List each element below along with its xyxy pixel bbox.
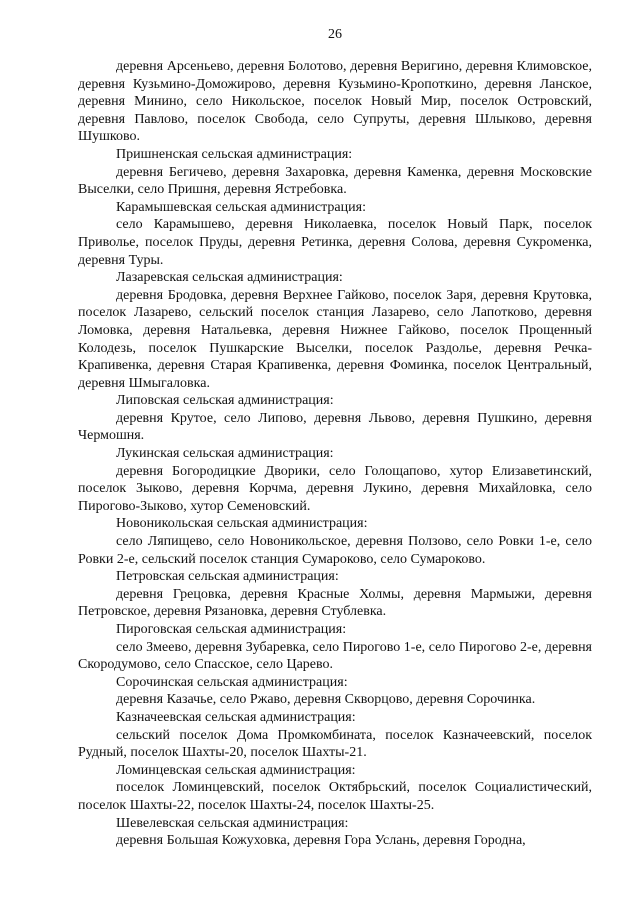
settlements-paragraph: деревня Бегичево, деревня Захаровка, деревня Каменка, деревня Московские Выселки, село Пришня, деревня Ястребовка.	[78, 164, 592, 198]
settlements-paragraph: деревня Бродовка, деревня Верхнее Гайково, поселок Заря, деревня Крутовка, поселок Лазарево, сельский поселок станция Лазарево, село Лапотково, деревня Ломовка, деревня Натальевка, деревня Нижнее Гайково, поселок Прощенный Колодезь, поселок Пушкарские Выселки, поселок Раздолье, деревня Речка-Крапивенка, деревня Старая Крапивенка, деревня Фоминка, поселок Центральный, деревня Шмыгаловка.	[78, 287, 592, 391]
settlements-paragraph: село Ляпищево, село Новоникольское, деревня Ползово, село Ровки 1-е, село Ровки 2-е, сельский поселок станция Сумароково, село Сумароково.	[78, 534, 592, 567]
administration-heading: Карамышевская сельская администрация:	[116, 199, 366, 215]
administration-heading: Лазаревская сельская администрация:	[116, 270, 343, 286]
administration-heading: Пришненская сельская администрация:	[116, 146, 353, 162]
administration-heading: Пироговская сельская администрация:	[116, 622, 347, 637]
settlements-paragraph: поселок Ломинцевский, поселок Октябрьский, поселок Социалистический, поселок Шахты-22, поселок Шахты-24, поселок Шахты-25.	[78, 780, 592, 813]
settlements-paragraph: деревня Грецовка, деревня Красные Холмы, деревня Мармыжи, деревня Петровское, деревня Рязановка, деревня Стублевка.	[78, 586, 592, 620]
settlements-paragraph: село Змеево, деревня Зубаревка, село Пирогово 1-е, село Пирогово 2-е, деревня Скородумово, село Спасское, село Царево.	[78, 639, 592, 673]
settlements-paragraph: деревня Крутое, село Липово, деревня Львово, деревня Пушкино, деревня Чермошня.	[78, 410, 592, 444]
settlements-paragraph: село Карамышево, деревня Николаевка, поселок Новый Парк, поселок Приволье, поселок Пруды, деревня Ретинка, деревня Солова, деревня Сукроменка, деревня Туры.	[78, 217, 592, 268]
page-number: 26	[328, 27, 342, 42]
settlements-paragraph: сельский поселок Дома Промкомбината, поселок Казначеевский, поселок Рудный, поселок Шахты-20, поселок Шахты-21.	[78, 727, 592, 761]
administration-heading: Новоникольская сельская администрация:	[116, 516, 368, 532]
document-page	[78, 0, 592, 905]
administration-heading: Сорочинская сельская администрация:	[116, 674, 348, 690]
administration-heading: Казначеевская сельская администрация:	[116, 709, 356, 725]
administration-heading: Ломинцевская сельская администрация:	[116, 762, 356, 778]
document-body	[78, 58, 592, 850]
settlements-paragraph: деревня Казачье, село Ржаво, деревня Скворцово, деревня Сорочинка.	[116, 692, 536, 708]
administration-heading: Липовская сельская администрация:	[116, 393, 334, 409]
administration-heading: Петровская сельская администрация:	[116, 569, 339, 585]
settlements-paragraph: деревня Богородицкие Дворики, село Голощапово, хутор Елизаветинский, поселок Зыково, деревня Корчма, деревня Лукино, деревня Михайловка, село Пирогово-Зыково, хутор Семеновский.	[78, 463, 592, 514]
administration-heading: Шевелевская сельская администрация:	[116, 815, 349, 831]
settlements-paragraph: деревня Большая Кожуховка, деревня Гора Услань, деревня Городна,	[116, 833, 526, 849]
administration-heading: Лукинская сельская администрация:	[116, 446, 334, 462]
settlements-paragraph: деревня Арсеньево, деревня Болотово, деревня Веригино, деревня Климовское, деревня Кузьмино-Доможирово, деревня Кузьмино-Кропоткино, деревня Ланское, деревня Минино, село Никольское, поселок Новый Мир, поселок Островский, деревня Павлово, поселок Свобода, село Супруты, деревня Шлыково, деревня Шушково.	[78, 59, 592, 145]
